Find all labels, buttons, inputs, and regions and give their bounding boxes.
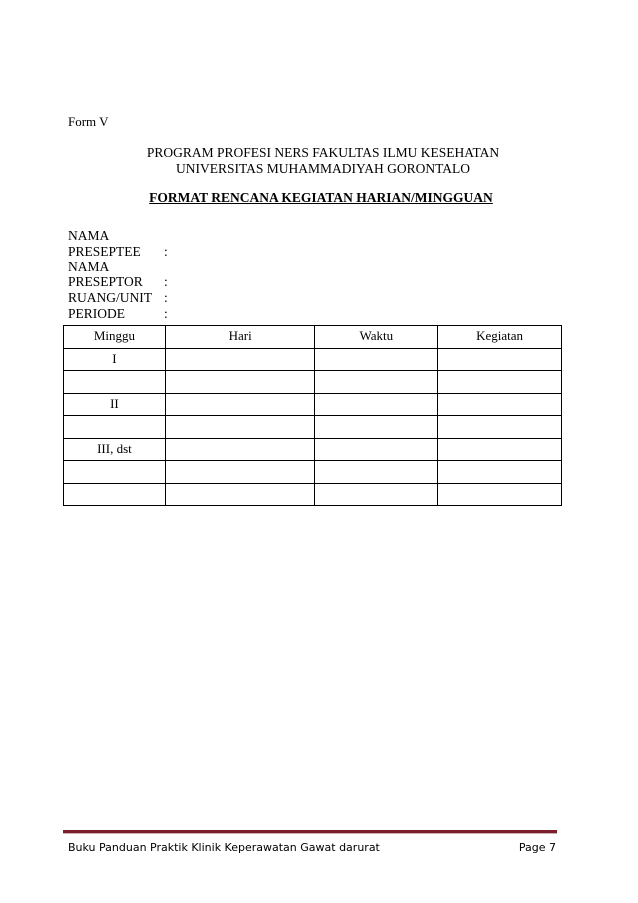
cell-waktu <box>315 393 438 416</box>
header-line-1: PROGRAM PROFESI NERS FAKULTAS ILMU KESEHATAN <box>146 145 500 160</box>
table-row <box>64 483 562 506</box>
cell-minggu: II <box>64 393 166 416</box>
cell-minggu <box>64 416 166 439</box>
footer-book-title: Buku Panduan Praktik Klinik Keperawatan Gawat darurat <box>68 841 380 854</box>
cell-hari <box>165 371 315 394</box>
cell-waktu <box>315 438 438 461</box>
field-ruang-unit: RUANG/UNIT <box>68 290 152 305</box>
cell-hari <box>165 416 315 439</box>
header-waktu: Waktu <box>315 326 438 349</box>
table-row <box>64 461 562 484</box>
header-minggu: Minggu <box>64 326 166 349</box>
footer-page-number: Page 7 <box>518 841 556 854</box>
field-periode-colon: : <box>164 306 168 321</box>
cell-kegiatan <box>438 438 562 461</box>
header-kegiatan: Kegiatan <box>438 326 562 349</box>
table-row <box>64 438 562 461</box>
cell-minggu <box>64 483 166 506</box>
cell-minggu <box>64 371 166 394</box>
field-ruang-unit-colon: : <box>164 290 168 305</box>
cell-kegiatan <box>438 348 562 371</box>
cell-minggu <box>64 461 166 484</box>
table-row <box>64 416 562 439</box>
cell-hari <box>165 483 315 506</box>
cell-kegiatan <box>438 461 562 484</box>
cell-kegiatan <box>438 483 562 506</box>
field-preseptor-colon: : <box>164 274 168 289</box>
document-title-text: FORMAT RENCANA KEGIATAN HARIAN/MINGGUAN <box>149 190 493 205</box>
table-row <box>64 371 562 394</box>
cell-waktu <box>315 348 438 371</box>
cell-hari <box>165 461 315 484</box>
field-nama-preseptor-line2: PRESEPTOR <box>68 274 143 289</box>
cell-hari <box>165 438 315 461</box>
cell-waktu <box>315 483 438 506</box>
cell-kegiatan <box>438 371 562 394</box>
cell-hari <box>165 348 315 371</box>
document-title <box>0 190 638 206</box>
cell-minggu: I <box>64 348 166 371</box>
cell-minggu: III, dst <box>64 438 166 461</box>
field-nama-preseptor-line1: NAMA <box>68 259 110 274</box>
cell-kegiatan <box>438 416 562 439</box>
field-periode: PERIODE <box>68 306 125 321</box>
cell-kegiatan <box>438 393 562 416</box>
form-label: Form V <box>68 114 109 129</box>
table-row <box>64 393 562 416</box>
table-row <box>64 348 562 371</box>
table-header-row <box>64 326 562 349</box>
footer-divider <box>63 830 557 834</box>
header-hari: Hari <box>165 326 315 349</box>
field-nama-preseptee-line1: NAMA <box>68 228 110 243</box>
cell-waktu <box>315 416 438 439</box>
cell-waktu <box>315 461 438 484</box>
field-nama-preseptee-line2: PRESEPTEE <box>68 244 141 259</box>
cell-hari <box>165 393 315 416</box>
cell-waktu <box>315 371 438 394</box>
field-preseptee-colon: : <box>164 244 168 259</box>
activity-table <box>63 325 562 506</box>
header-line-2: UNIVERSITAS MUHAMMADIYAH GORONTALO <box>175 161 471 176</box>
